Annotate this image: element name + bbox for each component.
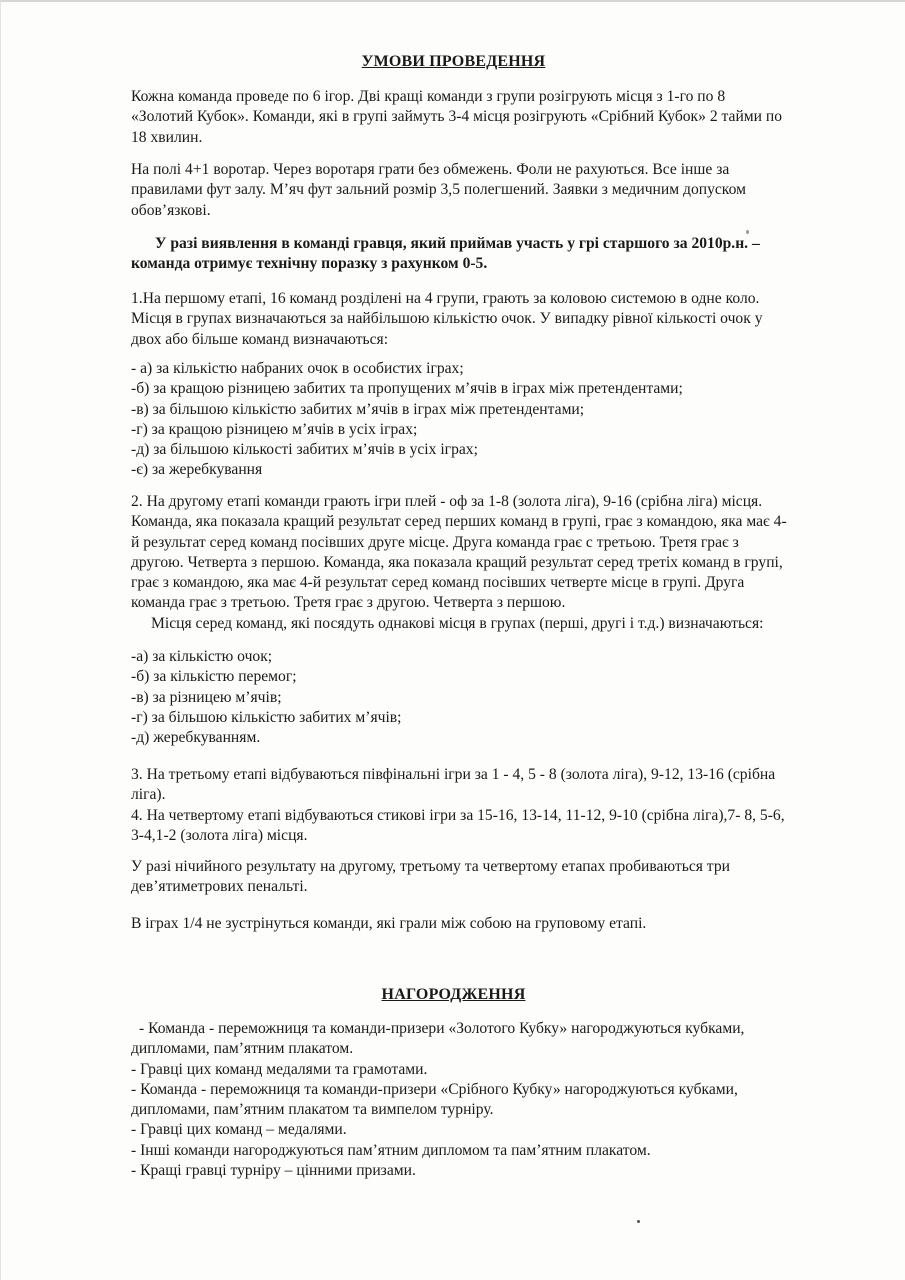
text-line: правилами фут залу. М’яч фут зальний розмір 3,5 полегшений. Заявки з медичним допуском — [131, 181, 746, 199]
list-item: -д) за більшою кількості забитих м’ячів в усіх іграх; — [131, 441, 478, 459]
text-line: 4. На четвертому етапі відбуваються стикові ігри за 15-16, 13-14, 11-12, 9-10 (срібна ліга),7- 8, 5-6, — [131, 806, 785, 824]
list-item: -г) за більшою кількістю забитих м’ячів; — [131, 708, 402, 726]
text-line: У разі нічийного результату на другому, третьому та четвертому етапах пробиваються три — [131, 858, 730, 875]
list-item: -б) за кращою різницею забитих та пропущених м’ячів в іграх між претендентами; — [131, 380, 683, 398]
text-line: двох або більше команд визначаються: — [131, 330, 389, 348]
awards-list — [131, 1019, 851, 1181]
text-line: 18 хвилин. — [131, 128, 203, 146]
text-line: обов’язкові. — [131, 201, 211, 219]
text-line: 3-4,1-2 (золота ліга) місця. — [131, 826, 308, 844]
scan-speck — [637, 1220, 640, 1223]
text-line: дев’ятиметрових пенальті. — [131, 878, 308, 896]
text-line: ліга). — [131, 786, 166, 804]
paragraph-field-rules — [131, 160, 851, 221]
tiebreak-list-placement — [131, 647, 851, 748]
text-line: Місця в групах визначаються за найбільшою кількістю очок. У випадку рівної кількості очок у — [131, 310, 763, 328]
paragraph-penalties — [131, 857, 851, 898]
list-item: - а) за кількістю набраних очок в особистих іграх; — [131, 360, 464, 377]
paragraph-quarterfinal-rule — [131, 914, 851, 934]
text-line: грає з командою, яка має 4-й результат серед команд посівших четверте місце в групі. Друга — [131, 574, 745, 592]
list-item: - Гравці цих команд медалями та грамотами. — [131, 1060, 428, 1078]
list-item: - Команда - переможниця та команди-призери «Золотого Кубку» нагороджуються кубками, — [139, 1020, 745, 1037]
list-item: - Команда - переможниця та команди-призери «Срібного Кубку» нагороджуються кубками, — [131, 1080, 738, 1098]
conditions-heading: УМОВИ ПРОВЕДЕННЯ — [361, 53, 546, 70]
list-item: дипломами, пам’ятним плакатом. — [131, 1040, 354, 1058]
list-item: -в) за різницею м’ячів; — [131, 688, 282, 706]
list-item: дипломами, пам’ятним плакатом та вимпелом турніру. — [131, 1101, 494, 1119]
text-line: У разі виявлення в команді гравця, який приймав участь у грі старшого за 2010р.н. – — [155, 235, 760, 252]
paragraph-stage-two — [131, 492, 851, 634]
text-line: й результат серед команд посівших друге місце. Друга команда грає с третьою. Третя грає з — [131, 533, 739, 551]
text-line: 3. На третьому етапі відбуваються півфінальні ігри за 1 - 4, 5 - 8 (золота ліга), 9-12, 13-16 (срібна — [131, 766, 776, 783]
list-item: - Гравці цих команд – медалями. — [131, 1121, 347, 1139]
list-item: -б) за кількістю перемог; — [131, 668, 297, 686]
awards-heading: НАГОРОДЖЕННЯ — [381, 986, 526, 1003]
list-item: -д) жеребкуванням. — [131, 729, 261, 747]
list-item: -г) за кращою різницею м’ячів в усіх іграх; — [131, 420, 418, 438]
text-line: команда отримує технічну поразку з рахунком 0-5. — [131, 255, 488, 273]
text-line: «Золотий Кубок». Команди, які в групі займуть 3-4 місця розігрують «Срібний Кубок» 2 тайми по — [131, 108, 783, 126]
text-line: другою. Четверта з першою. Команда, яка показала кращий результат серед третіх команд в групі, — [131, 553, 783, 571]
text-line: 1.На першому етапі, 16 команд розділені на 4 групи, грають за коловою системою в одне коло. — [131, 290, 760, 307]
text-line: Команда, яка показала кращий результат серед перших команд в групі, грає з командою, яка має 4- — [131, 513, 787, 531]
text-line: На полі 4+1 воротар. Через воротаря грати без обмежень. Фоли не рахуються. Все інше за — [131, 161, 730, 178]
text-line: Місця серед команд, які посядуть однакові місця в групах (перші, другі і т.д.) визначаються: — [151, 614, 764, 632]
text-line: В іграх 1/4 не зустрінуться команди, які грали між собою на груповому етапі. — [131, 915, 647, 932]
text-line: команда грає з третьою. Третя грає з другою. Четверта з першою. — [131, 594, 566, 612]
list-item: -а) за кількістю очок; — [131, 648, 273, 665]
text-line: Кожна команда проведе по 6 ігор. Дві кращі команди з групи розігрують місця з 1-го по 8 — [131, 88, 726, 105]
list-item: -є) за жеребкування — [131, 461, 263, 479]
list-item: -в) за більшою кількістю забитих м’ячів в іграх між претендентами; — [131, 400, 585, 418]
paragraph-age-penalty — [131, 234, 851, 275]
tiebreak-list-group — [131, 359, 851, 481]
text-line: 2. На другому етапі команди грають ігри плей - оф за 1-8 (золота ліга), 9-16 (срібна ліга) місця. — [131, 493, 763, 510]
paragraph-stages-three-four — [131, 765, 851, 846]
paragraph-stage-one — [131, 289, 851, 350]
paragraph-games-format — [131, 87, 851, 148]
scan-speck — [746, 230, 749, 234]
list-item: - Інші команди нагороджуються пам’ятним дипломом та пам’ятним плакатом. — [131, 1141, 651, 1159]
list-item: - Кращі гравці турніру – цінними призами. — [131, 1162, 416, 1180]
